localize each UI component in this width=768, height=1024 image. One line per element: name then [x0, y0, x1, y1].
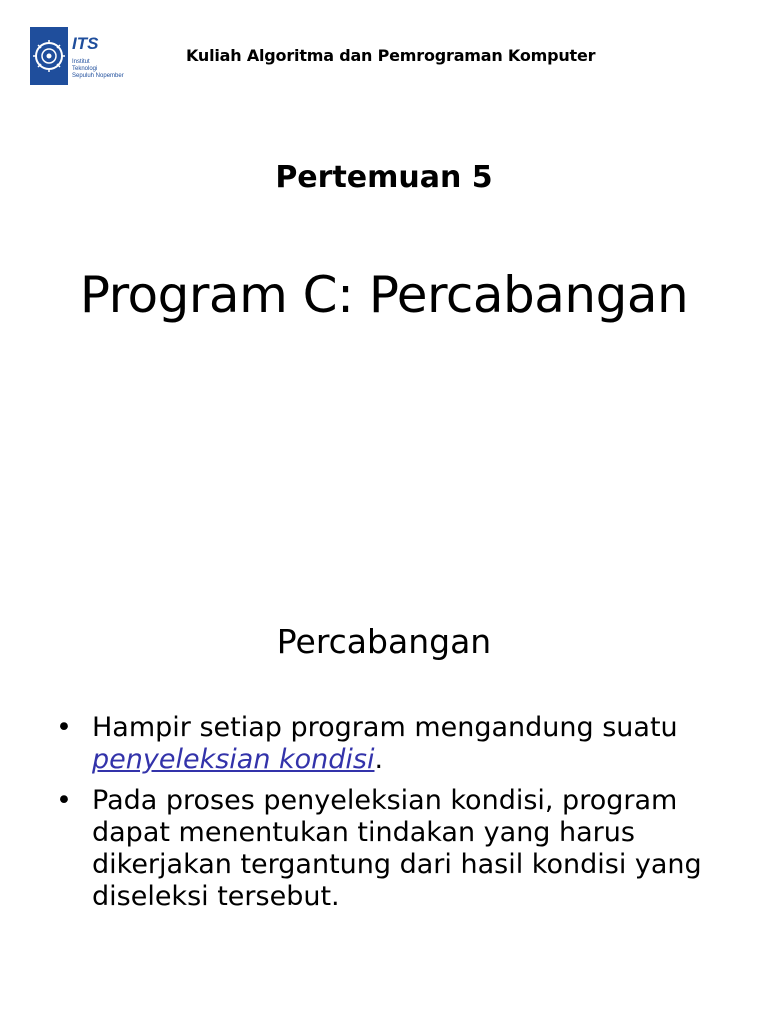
bullet-list — [56, 712, 736, 922]
bullet-item — [56, 712, 736, 776]
section-title: Percabangan — [276, 622, 492, 661]
course-header: Kuliah Algoritma dan Pemrograman Komputer — [186, 46, 596, 65]
bullet-text-after: . — [374, 744, 384, 775]
logo-subtext-1: Institut — [72, 59, 90, 65]
logo-subtext-3: Sepuluh Nopember — [72, 73, 124, 79]
bullet-icon: • — [56, 785, 72, 816]
term-link[interactable]: penyeleksian kondisi — [92, 744, 375, 775]
content-slide — [0, 512, 768, 1024]
its-logo — [30, 27, 126, 85]
logo-subtext-2: Teknologi — [72, 66, 98, 72]
meeting-number: Pertemuan 5 — [275, 160, 493, 195]
slide-title: Program C: Percabangan — [79, 266, 689, 324]
bullet-item — [56, 785, 736, 913]
bullet-icon: • — [56, 712, 72, 743]
bullet-text: Pada proses penyeleksian kondisi, program dapat menentukan tindakan yang harus dikerjakan tergantung dari hasil kondisi yang diseleksi tersebut. — [92, 785, 702, 912]
logo-wordmark: ITS — [72, 34, 99, 53]
bullet-text-before: Hampir setiap program mengandung suatu — [92, 712, 678, 743]
